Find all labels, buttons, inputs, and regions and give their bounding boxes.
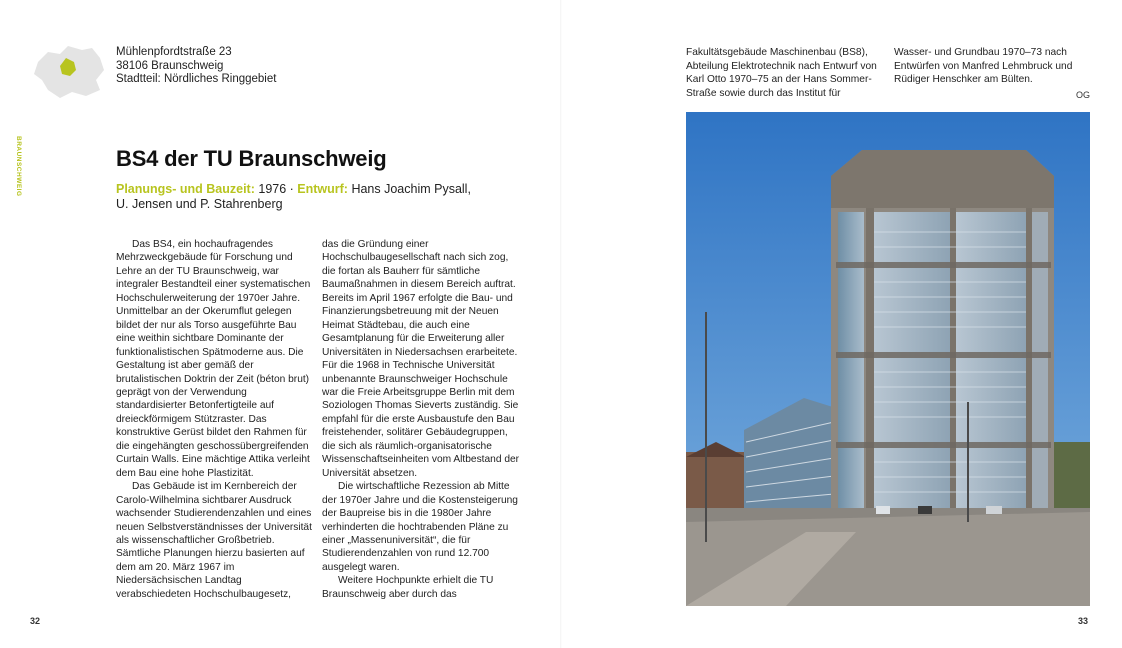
design-value: Hans Joachim Pysall, U. Jensen und P. Stahrenberg (116, 182, 471, 211)
address-block (116, 46, 276, 87)
paragraph: Die wirtschaftliche Rezession ab Mitte der 1970er Jahre und die Kostensteigerung der Baupreise bis in die 1980er Jahre verhinderten die hochtrabenden Pläne zu einer „Massenuniversität“, die für Studierendenzahlen von rund 12.700 ausgelegt waren. (322, 481, 518, 573)
right-text-column-2: Wasser- und Grundbau 1970–73 nach Entwürfen von Manfred Lehmbruck und Rüdiger Henschker am Bülten. (894, 47, 1073, 85)
page-number-left: 32 (30, 616, 41, 626)
text-column-1 (116, 238, 312, 601)
page-title: BS4 der TU Braunschweig (116, 146, 387, 171)
planning-label: Planungs- und Bauzeit: (116, 182, 255, 196)
street-address: Mühlenpfordtstraße 23 (116, 46, 232, 58)
planning-value: 1976 · (254, 182, 298, 196)
section-label: BRAUNSCHWEIG (15, 136, 22, 197)
district: Stadtteil: Nördliches Ringgebiet (116, 73, 277, 85)
paragraph: das die Gründung einer Hochschulbaugesellschaft nach sich zog, die fortan als Bauherr für sämtliche Baumaßnahmen in diesem Bereich auftrat. Bereits im April 1967 erfolgte die Bau- und Finanzierungsbetreuung mit der Neuen Heimat Städtebau, die auch eine Gesamtplanung für die Erweiterung aller Universitäten in Niedersachsen erarbeitete. Für die 1968 in Technische Universität unbenannte Braunschweiger Hochschule war die Freie Arbeitsgruppe Berlin mit dem Soziologen Thomas Sieverts zuständig. Sie empfahl für die erste Ausbaustufe den Bau freistehender, solitärer Gebäudegruppen, die sich als räumlich-organisatorische Wissenschaftseinheiten vom Altbestand der Universität absetzen. (322, 239, 520, 479)
design-label: Entwurf: (297, 182, 348, 196)
author-initials: OG (1075, 90, 1090, 100)
building-meta (116, 182, 476, 212)
paragraph: Das Gebäude ist im Kernbereich der Carolo-Wilhelmina sichtbarer Ausdruck wachsender Studierendenzahlen und eines neuen Selbstverständnisses der Universität als wissenschaftlicher Großbetrieb. Sämtliche Planungen hierzu basierten auf dem am 20. März 1967 im Niedersächsischen Landtag verabschiedeten Hochschulbaugesetz, (116, 481, 312, 600)
city-map-icon (30, 40, 110, 100)
city: 38106 Braunschweig (116, 59, 224, 72)
book-gutter (560, 0, 562, 648)
building-photo (686, 112, 1090, 606)
text-column-2 (322, 238, 520, 601)
paragraph: Weitere Hochpunkte erhielt die TU Braunschweig aber durch das (322, 575, 494, 600)
paragraph: Das BS4, ein hochaufragendes Mehrzweckgebäude für Forschung und Lehre an der TU Braunschweig, war integraler Bestandteil einer systematischen Hochschulerweiterung der 1970er Jahre. Unmittelbar an der Okerumflut gelegen bildet der nur als Torso ausgeführte Bau eine weithin sichtbare Dominante der funktionalistischen Spätmoderne aus. Die Gestaltung ist aber gemäß der brutalistischen Doktrin der Zeit (béton brut) geprägt von der Verwendung standardisierter Betonfertigteile auf dreieckförmigem Stützraster. Das konstruktive Gerüst bildet den Rahmen für die eingehängten geschossübergreifenden Curtain Walls. Eine mächtige Attika verleiht dem Bau eine hohe Plastizität. (116, 239, 311, 479)
right-text-column-1: Fakultätsgebäude Maschinenbau (BS8), Abteilung Elektrotechnik nach Entwurf von Karl Otto 1970–75 an der Hans Sommer-Straße sowie durch das Institut für (686, 47, 877, 99)
page-number-right: 33 (1078, 616, 1089, 626)
